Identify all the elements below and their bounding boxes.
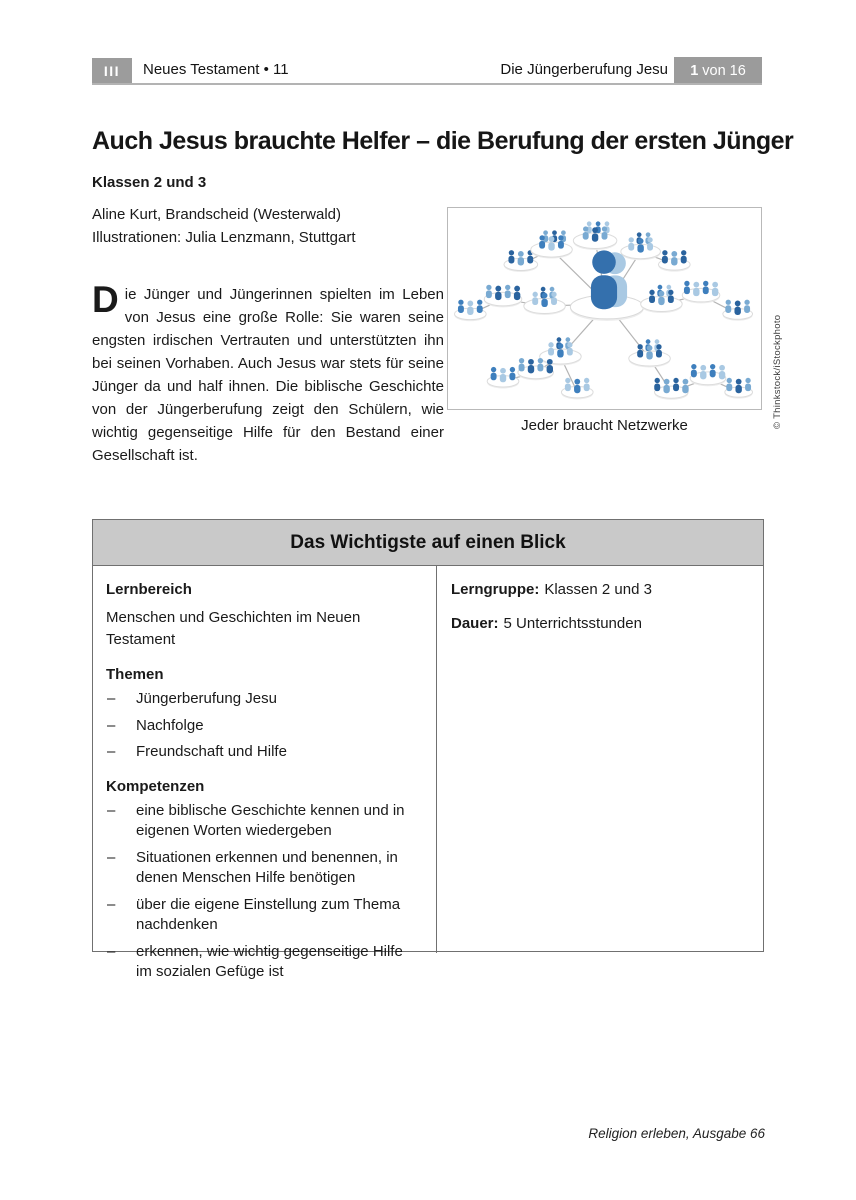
illustrator-line: Illustrationen: Julia Lenzmann, Stuttgart [92, 229, 356, 246]
bullet-dash: – [107, 848, 116, 866]
dauer-label: Dauer: [451, 615, 499, 632]
kompetenzen-list [106, 801, 420, 983]
author-line: Aline Kurt, Brandscheid (Westerwald) [92, 206, 341, 223]
list-item [106, 742, 420, 763]
list-item [106, 942, 420, 983]
overview-box-left-column [93, 566, 437, 980]
figure-frame [447, 207, 762, 410]
page-number: 1 [690, 62, 699, 79]
intro-paragraph [92, 279, 444, 467]
lerngruppe-row [451, 581, 749, 598]
bullet-dash: – [107, 895, 116, 913]
author-block [92, 203, 355, 249]
page-indicator-badge [674, 57, 762, 84]
grade-label: Klassen 2 und 3 [92, 174, 207, 191]
dauer-value: 5 Unterrichtsstunden [503, 615, 642, 632]
list-item-text: eine biblische Geschichte kennen und in eigenen Worten wiedergeben [136, 801, 405, 839]
bullet-dash: – [107, 942, 116, 960]
section-heading-kompetenzen: Kompetenzen [106, 777, 205, 795]
topic-label: Die Jüngerberufung Jesu [500, 61, 668, 78]
list-item [106, 716, 420, 737]
list-item-text: Nachfolge [136, 716, 204, 734]
overview-box [92, 519, 764, 980]
list-item [106, 895, 420, 936]
list-item [106, 801, 420, 842]
section-heading-lernbereich: Lernbereich [106, 581, 192, 598]
section-heading-themen: Themen [106, 666, 164, 683]
themen-list [106, 689, 420, 763]
bullet-dash: – [107, 801, 116, 819]
page-total: von 16 [702, 62, 746, 79]
list-item-text: über die eigene Einstellung zum Thema nachdenken [136, 895, 401, 933]
header-rule [92, 83, 762, 85]
lernbereich-text: Menschen und Geschichten im Neuen Testament [106, 609, 361, 648]
list-item-text: Freundschaft und Hilfe [136, 743, 287, 760]
page-title: Auch Jesus brauchte Helfer – die Berufung der ersten Jünger [92, 126, 794, 155]
series-label: Neues Testament • 11 [143, 61, 289, 78]
lerngruppe-label: Lerngruppe: [451, 581, 540, 598]
figure-credit: © Thinkstock/iStockphoto [772, 314, 783, 429]
list-item [106, 848, 420, 889]
figure-caption: Jeder braucht Netzwerke [521, 417, 688, 434]
bullet-dash: – [107, 690, 116, 707]
list-item [106, 689, 420, 710]
overview-box-title: Das Wichtigste auf einen Blick [93, 520, 763, 566]
dropcap: D [92, 279, 119, 320]
section-badge: III [92, 58, 132, 83]
intro-text: ie Jünger und Jüngerinnen spielten im Leben von Jesus eine große Rolle: Sie waren seine engsten irdischen Vertrauten und unterstützten ihn bei seinen Vorhaben. Auch Jesus war stets für seine Jünger da und half ihnen. Die biblische Geschichte von der Jüngerberufung zeigt den Schülern, wie wichtig gegenseitige Hilfe für den Bestand einer Gesellschaft ist. [92, 286, 444, 464]
dauer-row [451, 615, 749, 632]
overview-box-right-column [437, 566, 763, 953]
lerngruppe-value: Klassen 2 und 3 [544, 581, 652, 598]
bullet-dash: – [107, 743, 116, 760]
list-item-text: erkennen, wie wichtig gegenseitige Hilfe im sozialen Gefüge ist [136, 942, 403, 980]
overview-box-body [93, 566, 763, 980]
network-illustration [448, 208, 761, 409]
footer-publication: Religion erleben, Ausgabe 66 [588, 1126, 765, 1141]
list-item-text: Jüngerberufung Jesu [136, 690, 277, 707]
bullet-dash: – [107, 716, 116, 734]
list-item-text: Situationen erkennen und benennen, in denen Menschen Hilfe benötigen [136, 848, 398, 886]
